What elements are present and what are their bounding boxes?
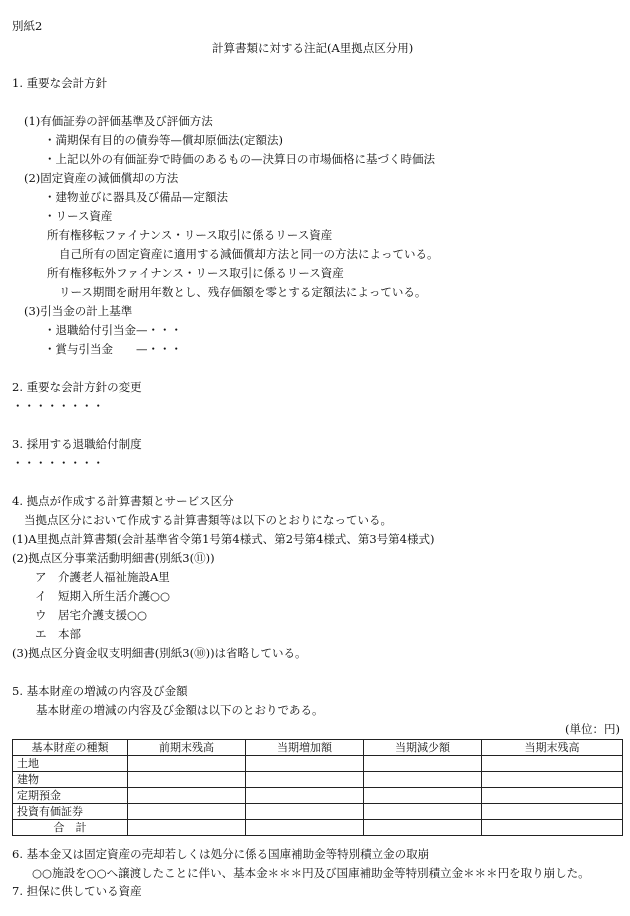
policy-securities-item-2: ・上記以外の有価証券で時価のあるもの—決算日の市場価格に基づく時価法 (44, 152, 435, 166)
table-cell (246, 772, 364, 788)
policy-provisions-item-1: ・退職給付引当金—・・・ (44, 323, 182, 337)
table-total-row (13, 820, 623, 836)
table-cell (482, 820, 623, 836)
table-cell (482, 788, 623, 804)
table-cell (128, 772, 246, 788)
col-decrease: 当期減少額 (364, 740, 482, 756)
col-opening-balance: 前期末残高 (128, 740, 246, 756)
table-cell (128, 804, 246, 820)
table-cell (364, 804, 482, 820)
document-title: 計算書類に対する注記(A里拠点区分用) (212, 41, 414, 55)
table-row (13, 788, 623, 804)
attachment-label: 別紙2 (12, 19, 43, 33)
table-header-row (13, 740, 623, 756)
table-cell (246, 788, 364, 804)
table-row (13, 804, 623, 820)
table-cell (128, 756, 246, 772)
lease-nontransfer-heading: 所有権移転外ファイナンス・リース取引に係るリース資産 (47, 266, 344, 280)
col-closing-balance: 当期末残高 (482, 740, 623, 756)
section-2-heading: 2. 重要な会計方針の変更 (12, 380, 142, 394)
policy-provisions: (3)引当金の計上基準 (24, 304, 133, 318)
service-a: ア 介護老人福祉施設A里 (35, 570, 170, 584)
policy-depreciation-item-1: ・建物並びに器具及び備品—定額法 (44, 190, 228, 204)
section-3-heading: 3. 採用する退職給付制度 (12, 437, 142, 451)
section-7-heading: 7. 担保に供している資産 (12, 884, 142, 898)
table-cell (364, 788, 482, 804)
table-cell (482, 804, 623, 820)
table-cell (364, 772, 482, 788)
row-label: 建物 (13, 772, 128, 788)
service-u: ウ 居宅介護支援○○ (35, 608, 148, 622)
section-6-heading: 6. 基本金又は固定資産の売却若しくは処分に係る国庫補助金等特別積立金の取崩 (12, 847, 430, 861)
section-4-heading: 4. 拠点が作成する計算書類とサービス区分 (12, 494, 234, 508)
table-cell (482, 756, 623, 772)
table-cell (128, 820, 246, 836)
section-4-item-1: (1)A里拠点計算書類(会計基準省令第1号第4様式、第2号第4様式、第3号第4様式) (12, 532, 435, 546)
table-cell (364, 820, 482, 836)
section-5-heading: 5. 基本財産の増減の内容及び金額 (12, 684, 188, 698)
policy-securities: (1)有価証券の評価基準及び評価方法 (24, 114, 213, 128)
row-label: 合 計 (13, 820, 128, 836)
basic-assets-table (12, 739, 623, 836)
service-i: イ 短期入所生活介護○○ (35, 589, 171, 603)
table-cell (246, 804, 364, 820)
table-cell (364, 756, 482, 772)
policy-depreciation-item-2: ・リース資産 (44, 209, 113, 223)
row-label: 土地 (13, 756, 128, 772)
section-1-heading: 1. 重要な会計方針 (12, 76, 108, 90)
lease-nontransfer-body: リース期間を耐用年数とし、残存価額を零とする定額法によっている。 (59, 285, 427, 299)
policy-provisions-item-2: ・賞与引当金 —・・・ (44, 342, 182, 356)
col-asset-type: 基本財産の種類 (13, 740, 128, 756)
table-row (13, 756, 623, 772)
row-label: 投資有価証券 (13, 804, 128, 820)
section-4-intro: 当拠点区分において作成する計算書類等は以下のとおりになっている。 (24, 513, 392, 527)
section-2-body: ・・・・・・・・ (12, 399, 104, 413)
section-4-item-2: (2)拠点区分事業活動明細書(別紙3(⑪)) (12, 551, 215, 565)
policy-securities-item-1: ・満期保有目的の債券等—償却原価法(定額法) (44, 133, 283, 147)
lease-transfer-heading: 所有権移転ファイナンス・リース取引に係るリース資産 (47, 228, 333, 242)
section-3-body: ・・・・・・・・ (12, 456, 104, 470)
service-e: エ 本部 (35, 627, 81, 641)
table-cell (246, 820, 364, 836)
row-label: 定期預金 (13, 788, 128, 804)
lease-transfer-body: 自己所有の固定資産に適用する減価償却方法と同一の方法によっている。 (59, 247, 439, 261)
policy-depreciation: (2)固定資産の減価償却の方法 (24, 171, 179, 185)
section-5-intro: 基本財産の増減の内容及び金額は以下のとおりである。 (36, 703, 324, 717)
table-cell (246, 756, 364, 772)
table-cell (482, 772, 623, 788)
col-increase: 当期増加額 (246, 740, 364, 756)
section-4-item-3: (3)拠点区分資金収支明細書(別紙3(⑩))は省略している。 (12, 646, 307, 660)
table-cell (128, 788, 246, 804)
section-6-body: ○○施設を○○へ譲渡したことに伴い、基本金＊＊＊円及び国庫補助金等特別積立金＊＊＊円を取り崩した。 (32, 866, 590, 880)
unit-label: (単位：円) (565, 722, 620, 736)
table-row (13, 772, 623, 788)
